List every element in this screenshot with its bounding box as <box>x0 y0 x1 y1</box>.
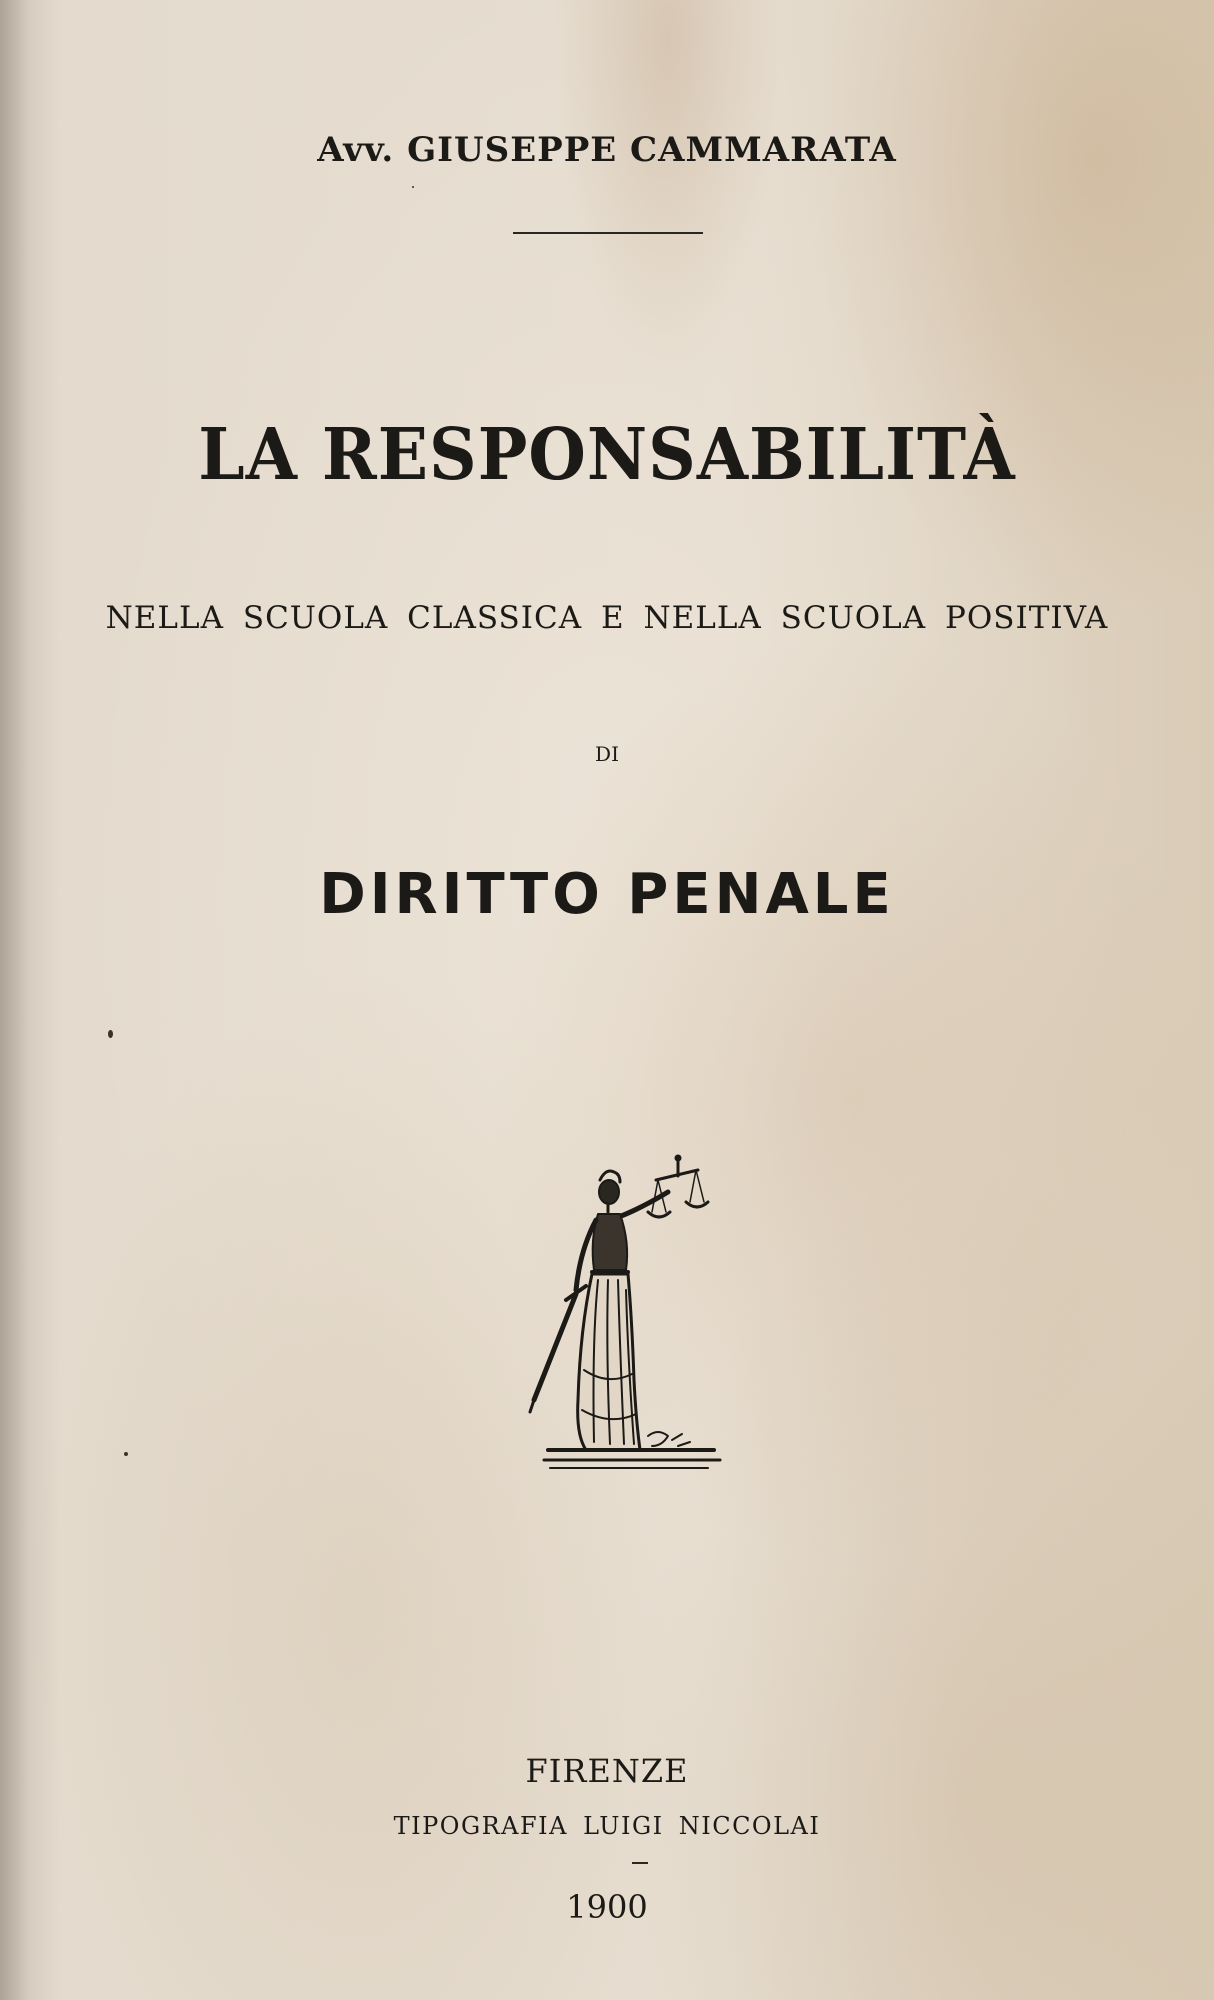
book-subtitle: NELLA SCUOLA CLASSICA E NELLA SCUOLA POSITIVA <box>105 600 1109 636</box>
publication-city: FIRENZE <box>525 1752 689 1790</box>
connector-word: DI <box>595 742 619 766</box>
author-divider <box>513 232 703 234</box>
foxing-speck <box>412 186 414 188</box>
publication-year: 1900 <box>566 1888 648 1926</box>
printer-name: TIPOGRAFIA LUIGI NICCOLAI <box>393 1812 821 1840</box>
author-name: Avv. GIUSEPPE CAMMARATA <box>317 130 897 170</box>
foxing-speck <box>108 1030 113 1038</box>
foxing-speck <box>124 1452 128 1456</box>
book-subject: DIRITTO PENALE <box>319 862 895 927</box>
book-title: LA RESPONSABILITÀ <box>198 411 1016 497</box>
imprint-divider <box>632 1862 648 1864</box>
lady-justice-icon <box>528 1150 728 1480</box>
